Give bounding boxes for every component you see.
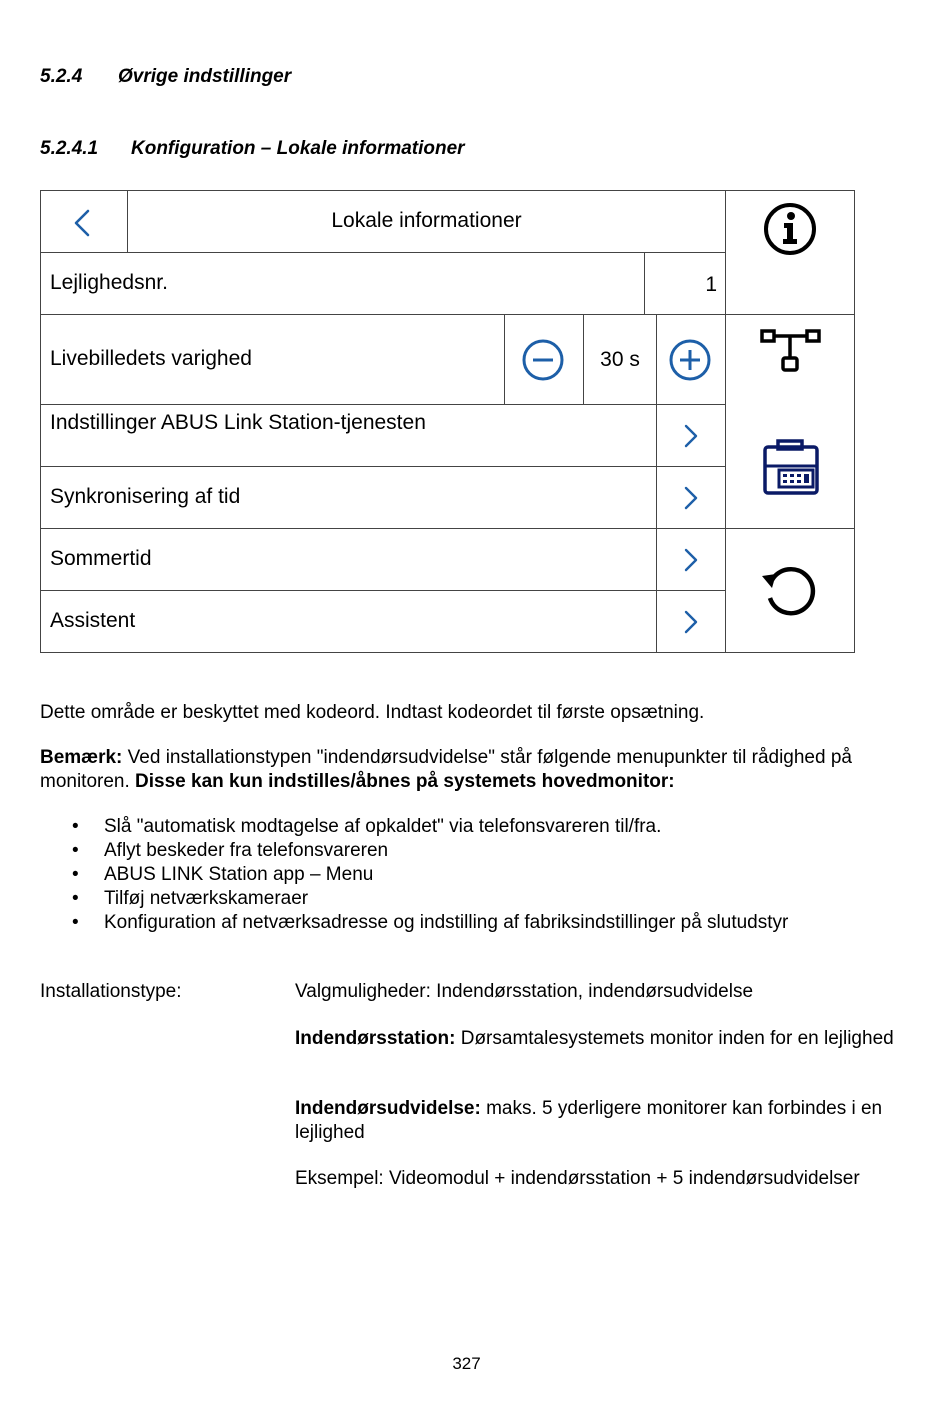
daylight-saving-label: Sommertid: [50, 547, 152, 570]
apartment-number-value[interactable]: 1: [705, 273, 717, 296]
feature-list: [40, 815, 788, 935]
apartment-number-label: Lejlighedsnr.: [50, 271, 168, 294]
screen-mockup: [0, 0, 950, 660]
link-station-settings-label: Indstillinger ABUS Link Station-tjenesten: [50, 411, 426, 434]
reset-icon: [760, 562, 820, 622]
decrease-button[interactable]: [520, 337, 566, 383]
list-item: • Konfiguration af netværksadresse og indstilling af fabriksindstillinger på slutudstyr: [40, 911, 788, 935]
section-title-5-2-4-1: Konfiguration – Lokale informationer: [131, 138, 465, 159]
increase-button[interactable]: [667, 337, 713, 383]
indoor-station-text: Dørsamtalesystemets monitor inden for en lejlighed: [455, 1028, 894, 1049]
remark-bold-text: Disse kan kun indstilles/åbnes på systemets hovedmonitor:: [135, 771, 675, 792]
remark-paragraph: [40, 746, 900, 794]
time-sync-label: Synkronisering af tid: [50, 485, 241, 508]
indoor-extension-text: maks. 5 yderligere monitorer kan forbindes i en lejlighed: [295, 1098, 883, 1143]
info-icon: [762, 201, 818, 257]
live-image-duration-value: 30 s: [600, 348, 640, 371]
remark-label: Bemærk:: [40, 747, 123, 768]
live-image-duration-label: Livebilledets varighed: [50, 347, 252, 370]
example-text: Eksempel: Videomodul + indendørsstation + 5 indendørsudvidelser: [295, 1168, 860, 1189]
indoor-extension-label: Indendørsudvidelse:: [295, 1098, 481, 1119]
device-button[interactable]: [762, 438, 820, 496]
chevron-right-icon: [676, 421, 706, 451]
link-station-settings-button[interactable]: [676, 421, 706, 451]
chevron-left-icon: [66, 206, 102, 240]
chevron-right-icon: [676, 545, 706, 575]
plus-circle-icon: [667, 337, 713, 383]
daylight-saving-button[interactable]: [676, 545, 706, 575]
network-button[interactable]: [759, 327, 823, 375]
list-item: • Tilføj netværkskameraer: [40, 887, 788, 911]
chevron-right-icon: [676, 483, 706, 513]
assistant-button[interactable]: [676, 607, 706, 637]
monitor-device-icon: [762, 438, 820, 496]
time-sync-button[interactable]: [676, 483, 706, 513]
minus-circle-icon: [520, 337, 566, 383]
page-number: 327: [452, 1354, 481, 1373]
chevron-right-icon: [676, 607, 706, 637]
info-button[interactable]: [762, 201, 818, 257]
assistant-label: Assistent: [50, 609, 136, 632]
section-number-5-2-4: 5.2.4: [40, 66, 83, 87]
list-item: • Aflyt beskeder fra telefonsvareren: [40, 839, 788, 863]
remark-text: Ved installationstypen "indendørsudvidelse" står følgende menupunkter til rådighed på monitoren.: [40, 747, 852, 792]
installation-type-label: Installationstype:: [40, 981, 182, 1002]
section-title-5-2-4: Øvrige indstillinger: [118, 66, 292, 87]
protected-note: Dette område er beskyttet med kodeord. Indtast kodeordet til første opsætning.: [40, 702, 705, 723]
reset-button[interactable]: [760, 562, 820, 622]
indoor-station-label: Indendørsstation:: [295, 1028, 456, 1049]
network-icon: [759, 327, 823, 375]
installation-options: Valgmuligheder: Indendørsstation, indendørsudvidelse: [295, 981, 754, 1002]
indoor-station-desc: [295, 1027, 895, 1051]
indoor-extension-desc: [295, 1097, 895, 1145]
list-item: • Slå "automatisk modtagelse af opkaldet" via telefonsvareren til/fra.: [40, 815, 788, 839]
back-button[interactable]: [66, 206, 102, 240]
section-number-5-2-4-1: 5.2.4.1: [40, 138, 99, 159]
screen-title: Lokale informationer: [331, 209, 522, 232]
list-item: • ABUS LINK Station app – Menu: [40, 863, 788, 887]
